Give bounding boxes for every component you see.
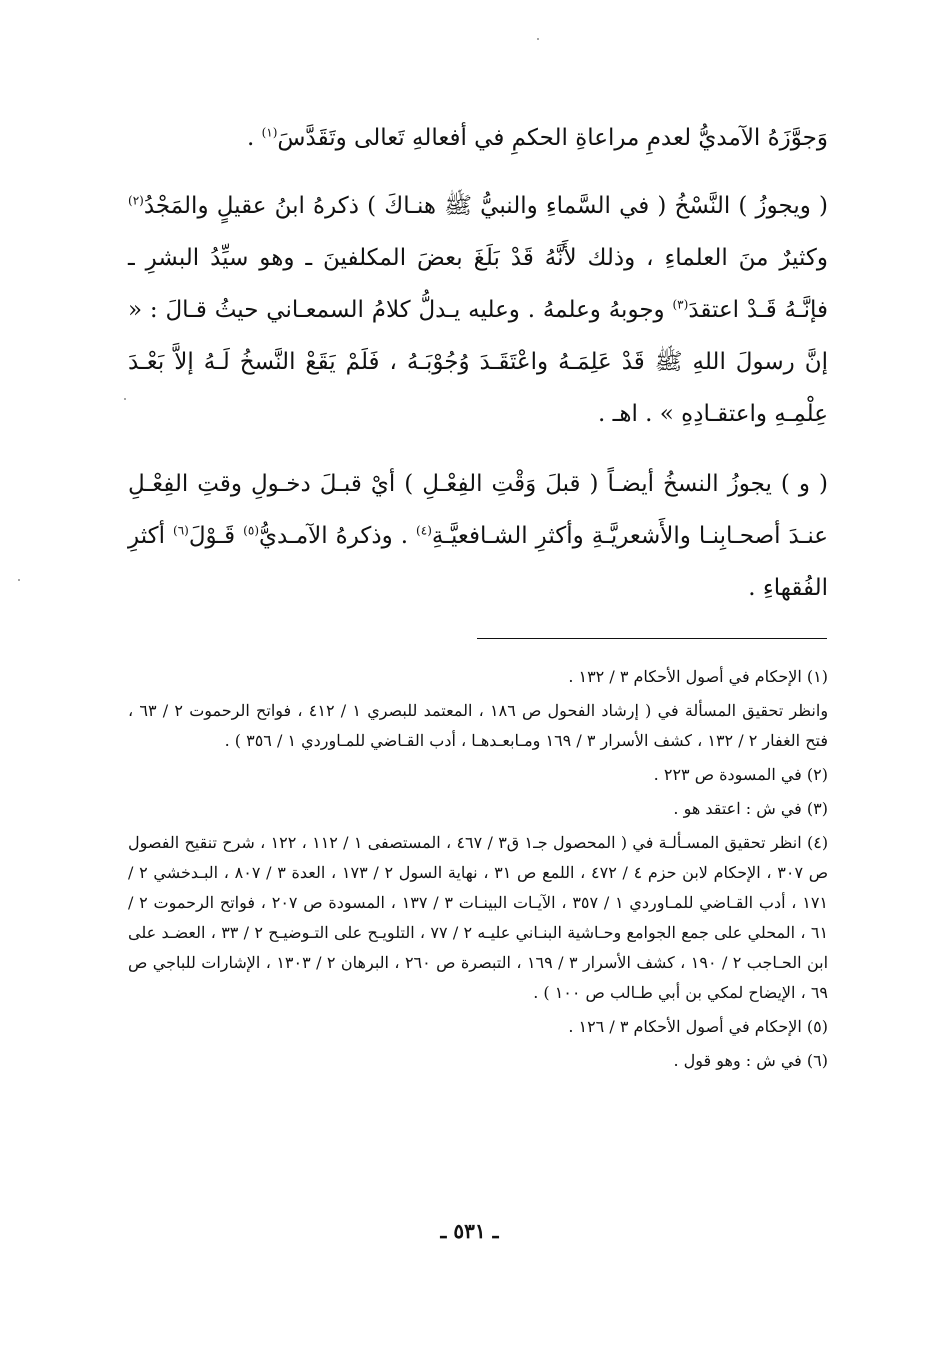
footnote-ref-2: (٢) [128, 193, 144, 208]
paragraph-2-text-a: ( ويجوزُ ) النَّسْخُ ( في السَّماءِ والنبيُّ ﷺ هنـاكَ ) ذكرهُ ابنُ عقيلٍ والمَجْدُ [143, 193, 828, 219]
scan-speck [124, 398, 126, 400]
footnote-1: (١) الإحكام في أصول الأحكام ٣ / ١٣٢ . [568, 667, 828, 686]
footnote-3: (٣) في ش : اعتقد هو . [673, 799, 828, 818]
paragraph-1-text: وَجوَّزَهُ الآمديُّ لعدمِ مراعاةِ الحكمِ في أفعالهِ تَعالى وتَقَدَّسَ [277, 125, 828, 151]
footnote-5: (٥) الإحكام في أصول الأحكام ٣ / ١٢٦ . [568, 1017, 828, 1036]
paragraph-2-text-c: وجوبهُ وعلمهُ . وعليه يـدلُّ كلامُ السمعـاني حيثُ قـالَ : « إنَّ رسولَ اللهِ ﷺ قَدْ عَلِمَـهُ واعْتَقَـدَ وُجُوْبَـهُ ، فَلَمْ يَقَعْ النَّسخُ لَـهُ إلاَّ بَعْـدَ عِلْمِـهِ واعتقـادِهِ » . اهـ . [128, 297, 828, 427]
paragraph-3-text-c: قَـوْلَ [188, 523, 244, 549]
scan-speck [537, 38, 539, 40]
paragraph-3-text-a: ( و ) يجوزُ النسخُ أيضـاً ( قبلَ وَقْتِ الفِعْـلِ ) أيْ قبـلَ دخـولِ وقتِ الفِعْـلِ عنـدَ أصحـابِنـا والأَشعريَّـةِ وأكثرِ الشـافعيَّـةِ [128, 471, 828, 549]
main-text [128, 112, 828, 614]
page-number: ـ ٥٣١ ـ [440, 1219, 499, 1243]
footnote-ref-5: (٥) [243, 523, 259, 538]
footnote-ref-4: (٤) [416, 523, 432, 538]
scan-speck [18, 579, 20, 581]
paragraph-3 [128, 458, 828, 614]
footnote-divider [477, 638, 827, 639]
footnote-1-continued: وانظر تحقيق المسألة في ( إرشاد الفحول ص ١٨٦ ، المعتمد للبصري ١ / ٤١٢ ، فواتح الرحموت ٢ / ٦٣ ، فتح الغفار ٢ / ١٣٢ ، كشف الأسرار ٣ / ١٦٩ ومـابعـدهـا ، أدب القـاضي للمـاوردي ١ / ٣٥٦ ) . [128, 701, 829, 750]
paragraph-2 [128, 180, 828, 440]
footnotes [128, 662, 828, 1080]
paragraph-3-text-b: . وذكرهُ الآمـديُّ [259, 523, 417, 549]
paragraph-1-end: . [246, 125, 262, 151]
footnote-ref-3: (٣) [672, 297, 689, 312]
footnote-ref-1: (١) [261, 125, 278, 140]
paragraph-3-text-d: أكثرِ الفُقهاءِ . [128, 523, 828, 601]
footnote-4: (٤) انظر تحقيق المسـألـة في ( المحصول جـ١ ق٣ / ٤٦٧ ، المستصفى ١ / ١١٢ ، ١٢٢ ، شرح تنقيح الفصول ص ٣٠٧ ، الإحكام لابن حزم ٤ / ٤٧٢ ، اللمع ص ٣١ ، نهاية السول ٢ / ١٧٣ ، العدة ٣ / ٨٠٧ ، البـدخشي ٢ / ١٧١ ، أدب القـاضي للمـاوردي ١ / ٣٥٧ ، الآيـات البينـات ٣ / ١٣٧ ، المسودة ص ٢٠٧ ، فواتح الرحموت ٢ / ٦١ ، المحلي على جمع الجوامع وحـاشية البنـاني عليـه ٢ / ٧٧ ، التلويـح على التـوضيـح ٢ / ٣٣ ، العضـد على ابن الحـاجب ٢ / ١٩٠ ، كشف الأسرار ٣ / ١٦٩ ، التبصرة ص ٢٦٠ ، البرهان ٢ / ١٣٠٣ ، الإشارات للباجي ص ٦٩ ، الإيضاح لمكي بن أبي طـالب ص ١٠٠ ) . [128, 833, 829, 1002]
footnote-ref-6: (٦) [173, 523, 189, 538]
paragraph-1 [128, 112, 828, 164]
footnote-6: (٦) في ش : وهو قول . [673, 1051, 828, 1070]
paragraph-2-text-b: وكثيرٌ منَ العلماءِ ، وذلك لأَنَّهُ قَدْ بَلَغَ بعضَ المكلفينَ ـ وهو سيِّدُ البشرِ ـ فإنَّـهُ قَـدْ اعتقدَ [128, 245, 828, 323]
footnote-2: (٢) في المسودة ص ٢٢٣ . [653, 765, 828, 784]
